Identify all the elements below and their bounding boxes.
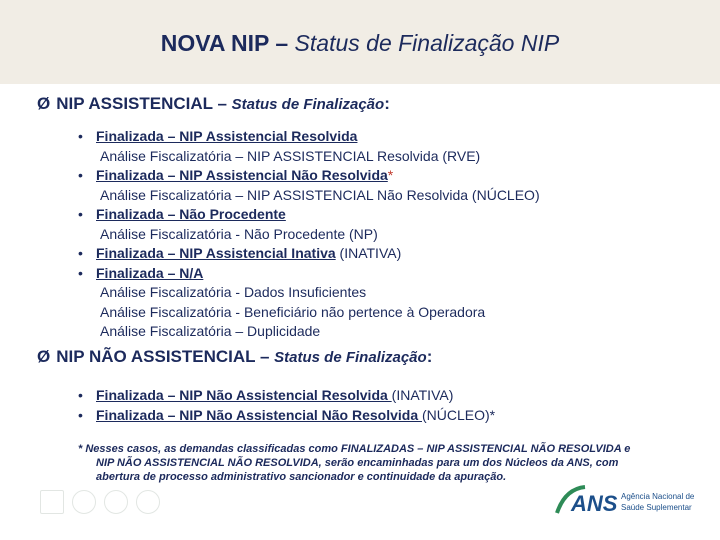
seal-strip [40, 490, 160, 514]
status-item [78, 128, 357, 145]
seal-icon [104, 490, 128, 514]
svg-text:Agência Nacional de: Agência Nacional de [621, 492, 695, 501]
analysis-line: Análise Fiscalizatória – NIP ASSISTENCIAL Resolvida (RVE) [100, 147, 481, 164]
bullet-icon: • [78, 245, 83, 261]
analysis-line: Análise Fiscalizatória - Dados Insuficientes [100, 284, 367, 300]
analysis-line: Análise Fiscalizatória - Não Procedente (NP) [100, 225, 378, 242]
bullet-icon: • [78, 406, 83, 423]
bullet-icon: • [78, 167, 83, 183]
status-label: Finalizada – Não Procedente [96, 206, 286, 222]
status-label: Finalizada – N/A [96, 264, 204, 281]
bullet-icon: • [78, 206, 83, 222]
status-label: Finalizada – NIP Não Assistencial Resolvida [96, 387, 392, 403]
status-extra: (INATIVA) [391, 387, 454, 403]
footnote [78, 442, 693, 484]
status-extra: (INATIVA) [335, 245, 402, 261]
status-item [78, 387, 453, 404]
svg-text:Saúde Suplementar: Saúde Suplementar [621, 503, 692, 512]
page-title: NOVA NIP – Status de Finalização NIP [160, 30, 560, 56]
footnote-line: NIP NÃO ASSISTENCIAL NÃO RESOLVIDA, serão encaminhadas para um dos Núcleos da ANS, com [96, 457, 619, 469]
status-label: Finalizada – NIP Assistencial Não Resolvida [96, 167, 388, 183]
arrow-bullet-icon: Ø [37, 347, 51, 366]
status-item [78, 245, 401, 262]
status-label: Finalizada – NIP Não Assistencial Não Resolvida [96, 406, 423, 423]
title-banner [0, 0, 720, 84]
status-item [78, 206, 286, 223]
status-extra: * [387, 167, 394, 183]
bullet-icon: • [78, 387, 83, 403]
footnote-line: abertura de processo administrativo sancionador e continuidade da apuração. [96, 471, 507, 483]
bullet-icon: • [78, 128, 83, 144]
seal-icon [40, 490, 64, 514]
section-heading-nip-assistencial: Ø NIP ASSISTENCIAL – Status de Finalização: [37, 94, 390, 113]
status-extra: (NÚCLEO)* [422, 406, 496, 423]
analysis-line: Análise Fiscalizatória – NIP ASSISTENCIAL Não Resolvida (NÚCLEO) [100, 186, 540, 203]
status-label: Finalizada – NIP Assistencial Resolvida [96, 128, 358, 144]
section-heading-nip-nao-assistencial: Ø NIP NÃO ASSISTENCIAL – Status de Finalização: [37, 347, 433, 366]
status-label: Finalizada – NIP Assistencial Inativa [96, 245, 336, 261]
bullet-icon: • [78, 264, 83, 281]
footnote-line: * Nesses casos, as demandas classificadas como FINALIZADAS – NIP ASSISTENCIAL NÃO RESOLVIDA e [78, 443, 631, 455]
status-item [78, 265, 203, 282]
analysis-line: Análise Fiscalizatória - Beneficiário não pertence à Operadora [100, 303, 486, 320]
ans-logo [555, 483, 705, 519]
status-item [78, 167, 393, 184]
seal-icon [136, 490, 160, 514]
status-item [78, 407, 495, 424]
svg-text:ANS: ANS [571, 491, 618, 516]
arrow-bullet-icon: Ø [37, 94, 51, 113]
analysis-line: Análise Fiscalizatória – Duplicidade [100, 323, 321, 339]
seal-icon [72, 490, 96, 514]
